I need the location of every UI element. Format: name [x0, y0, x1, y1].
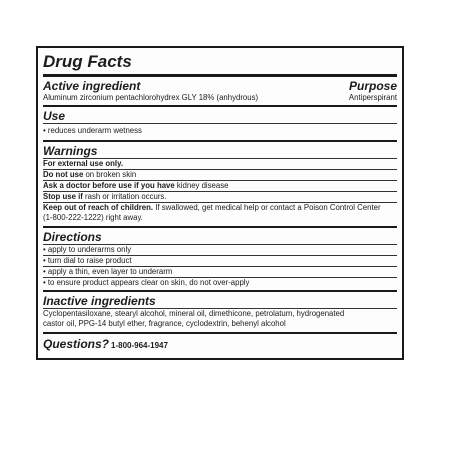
stop-use-label: Stop use if [43, 192, 83, 201]
questions-section [43, 334, 397, 351]
direction-item: • to ensure product appears clear on skin, do not over-apply [43, 277, 397, 290]
direction-item: • apply to underarms only [43, 245, 132, 254]
active-ingredient-row [43, 93, 397, 105]
questions-heading: Questions? [43, 337, 110, 351]
keep-out-label: Keep out of reach of children. [43, 203, 154, 212]
use-heading: Use [43, 109, 66, 123]
directions-section [43, 228, 397, 292]
purpose-heading: Purpose [348, 79, 397, 93]
do-not-use-text: on broken skin [83, 170, 137, 179]
inactive-ingredients-heading: Inactive ingredients [43, 294, 156, 308]
active-ingredient-section [43, 77, 397, 107]
use-section [43, 107, 397, 142]
use-item: • reduces underarm wetness [43, 126, 142, 135]
warning-stop-use [43, 191, 397, 202]
do-not-use-label: Do not use [43, 170, 84, 179]
inactive-ingredients-line-2: castor oil, PPG-14 butyl ether, fragrance, cyclodextrin, behenyl alcohol [43, 319, 286, 328]
panel-title: Drug Facts [43, 48, 397, 77]
warnings-section [43, 142, 397, 228]
active-ingredient-purpose: Antiperspirant [348, 93, 397, 102]
active-ingredient-heading: Active ingredient [43, 79, 141, 93]
active-heading-row [43, 77, 397, 93]
warning-keep-out-continued: (1-800-222-1222) right away. [43, 213, 143, 222]
warning-ask-doctor [43, 180, 397, 191]
warnings-heading: Warnings [43, 144, 98, 158]
questions-phone: 1-800-964-1947 [111, 341, 168, 350]
ask-doctor-text: kidney disease [174, 181, 229, 190]
warning-external-use: For external use only. [43, 159, 124, 168]
ask-doctor-label: Ask a doctor before use if you have [43, 181, 175, 190]
direction-item: • turn dial to raise product [43, 255, 397, 266]
stop-use-text: rash or irritation occurs. [82, 192, 167, 201]
directions-heading: Directions [43, 230, 102, 244]
inactive-ingredients-line-1: Cyclopentasiloxane, stearyl alcohol, mineral oil, dimethicone, petrolatum, hydrogenated [43, 309, 345, 318]
active-ingredient-name: Aluminum zirconium pentachlorohydrex GLY 18% (anhydrous) [43, 93, 259, 102]
questions-row [43, 334, 397, 351]
keep-out-text: If swallowed, get medical help or contact a Poison Control Center [153, 203, 381, 212]
direction-item: • apply a thin, even layer to underarm [43, 266, 397, 277]
warning-keep-out-of-reach [43, 202, 397, 213]
drug-facts-panel [36, 46, 404, 360]
warning-do-not-use [43, 169, 397, 180]
inactive-ingredients-section [43, 292, 397, 334]
